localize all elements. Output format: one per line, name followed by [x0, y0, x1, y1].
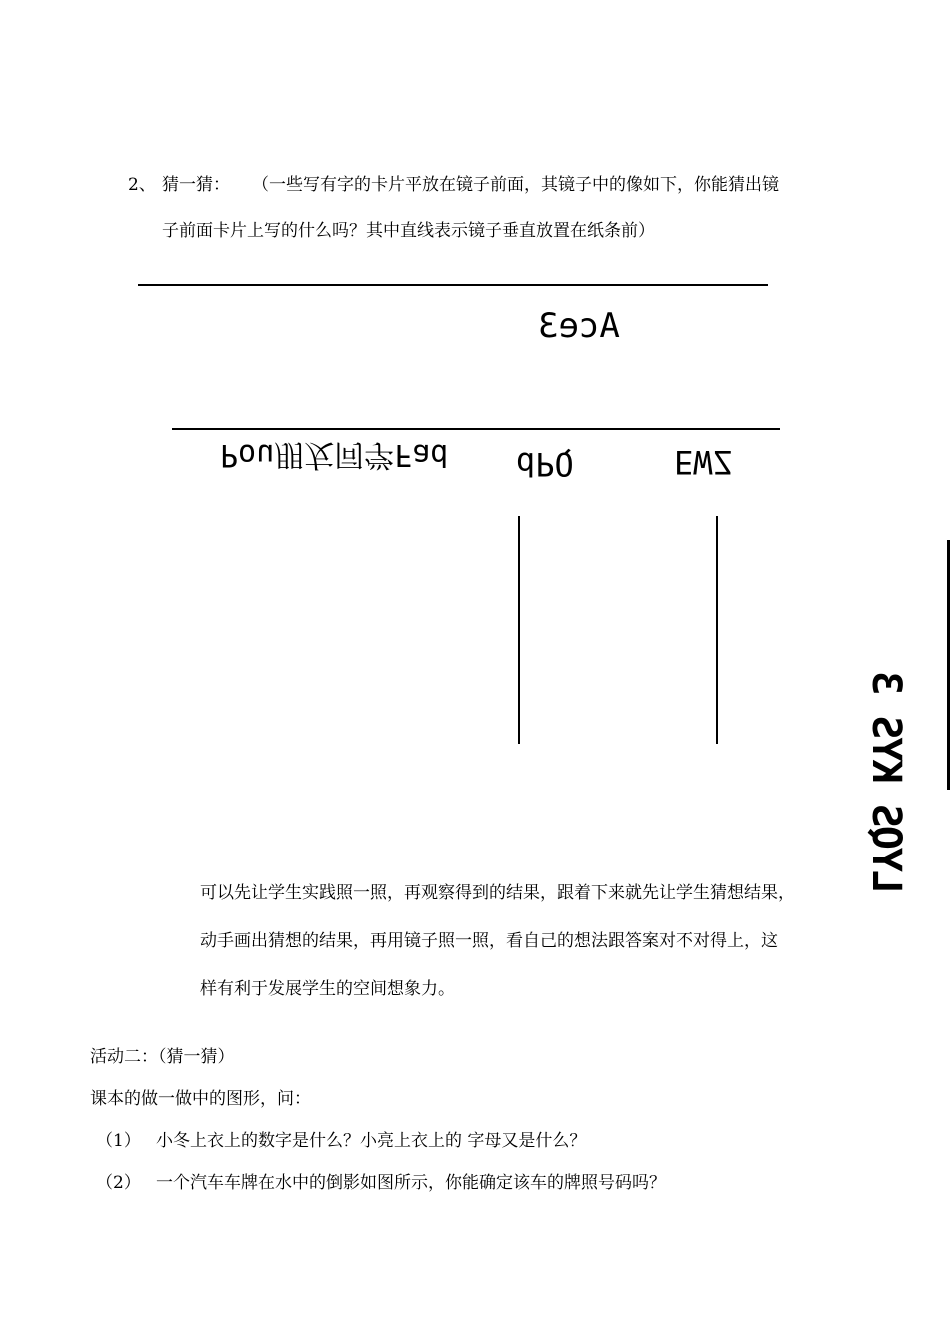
- mirrored-card-1: Pou朋友同学Fad: [220, 437, 449, 472]
- mirrored-card-3: EWZ: [674, 443, 732, 481]
- question-text-line-2: 子前面卡片上写的什么吗？其中直线表示镜子垂直放置在纸条前）: [162, 221, 655, 241]
- mirror-line-top: [138, 284, 768, 286]
- question-2-number: （2）: [96, 1173, 141, 1193]
- note-line-1: 可以先让学生实践照一照，再观察得到的结果，跟着下来就先让学生猜想结果，: [200, 883, 795, 903]
- mirrored-card-rotated: LYQS KYS 3: [863, 673, 909, 894]
- question-title: 猜一猜：: [162, 175, 230, 195]
- mirrored-card-ace3: Ace3: [538, 306, 620, 346]
- mirror-line-vertical-2: [716, 516, 718, 744]
- question-1-text: 小冬上衣上的数字是什么？小亮上衣上的 字母又是什么？: [156, 1131, 587, 1151]
- note-line-2: 动手画出猜想的结果，再用镜子照一照，看自己的想法跟答案对不对得上，这: [200, 931, 778, 951]
- question-number: 2、: [128, 175, 156, 195]
- mirrored-card-2: dPQ: [516, 445, 574, 483]
- activity-intro: 课本的做一做中的图形，问：: [90, 1089, 311, 1109]
- note-line-3: 样有利于发展学生的空间想象力。: [200, 979, 455, 999]
- question-text-line-1: （一些写有字的卡片平放在镜子前面，其镜子中的像如下，你能猜出镜: [252, 175, 779, 195]
- mirror-line-vertical-1: [518, 516, 520, 744]
- question-2-text: 一个汽车车牌在水中的倒影如图所示，你能确定该车的牌照号码吗？: [156, 1173, 666, 1193]
- question-1-number: （1）: [96, 1131, 141, 1151]
- mirror-line-middle: [172, 428, 780, 430]
- activity-heading: 活动二：（猜一猜）: [90, 1047, 235, 1067]
